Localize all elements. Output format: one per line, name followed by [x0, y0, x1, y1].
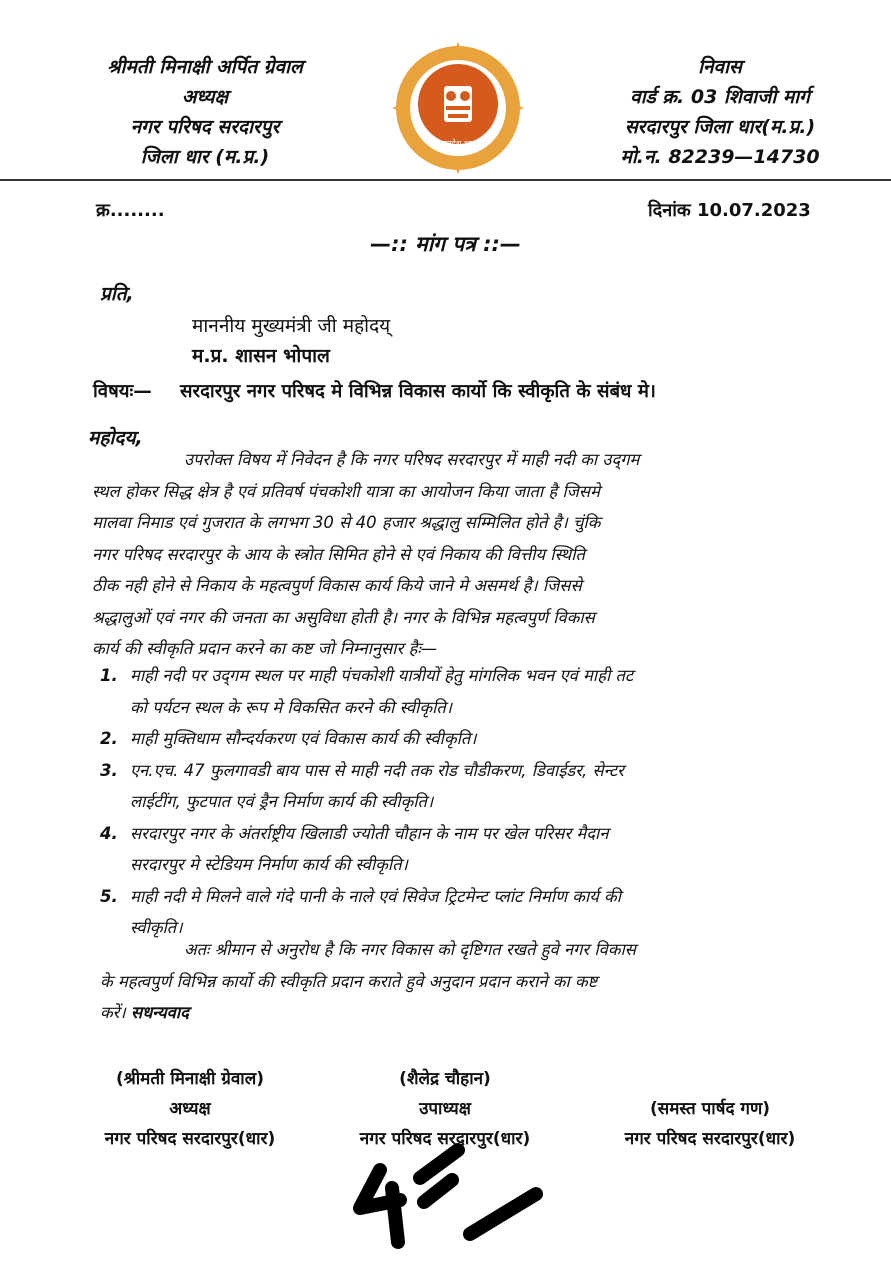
list-item-line: माही मुक्तिधाम सौन्दर्यकरण एवं विकास कार्य की स्वीकृति। [130, 729, 477, 748]
reference-number: क्र........ [96, 200, 165, 221]
list-item-line: लाईटींग, फुटपात एवं ड्रैन निर्माण कार्य की स्वीकृति। [130, 792, 434, 811]
body-line: मालवा निमाड एवं गुजरात के लगभग 30 से 40 हजार श्रद्धालु सम्मिलित होते है। चुंकि [92, 513, 601, 532]
signatory-name: (समस्त पार्षद गण) [649, 1099, 771, 1119]
signatory-name: (शैलेद्र चौहान) [399, 1069, 491, 1089]
list-number: 2. [100, 729, 118, 748]
signatory-role: उपाध्यक्ष [419, 1099, 471, 1119]
body-line: श्रद्धालुओं एवं नगर की जनता का असुविधा होती है। नगर के विभिन्न महत्वपुर्ण विकास [92, 607, 595, 627]
mobile-number: मो.न. 82239—14730 [620, 146, 820, 168]
handwritten-signature [340, 1130, 560, 1260]
list-item-line: माही नदी मे मिलने वाले गंदे पानी के नाले एवं सिवेज ट्रिटमेन्ट प्लांट निर्माण कार्य की [130, 886, 621, 906]
body-paragraph [92, 444, 832, 665]
mp-emblem-logo [388, 38, 528, 178]
signatory-org: नगर परिषद सरदारपुर(धार) [104, 1129, 276, 1149]
body-line: स्थल होकर सिद्ध क्षेत्र है एवं प्रतिवर्ष पंचकोशी यात्रा का आयोजन किया जाता है जिसमे [92, 481, 600, 501]
signatory-role: अध्यक्ष [169, 1099, 211, 1119]
sender-name: श्रीमती मिनाक्षी अर्पित ग्रेवाल [107, 56, 303, 78]
list-item-line: सरदारपुर मे स्टेडियम निर्माण कार्य की स्वीकृति। [130, 855, 408, 874]
list-item-line: को पर्यटन स्थल के रूप मे विकसित करने की स्वीकृति। [130, 697, 453, 717]
list-item-line: स्वीकृति। [130, 918, 183, 937]
list-item-line: सरदारपुर नगर के अंतर्राष्ट्रीय खिलाडी ज्योती चौहान के नाम पर खेल परिसर मैदान [130, 823, 609, 843]
body-line: कार्य की स्वीकृति प्रदान करने का कष्ट जो निम्नानुसार हैः— [92, 639, 438, 658]
list-item [100, 818, 840, 881]
closing-paragraph [100, 934, 840, 1029]
list-item-line: एन.एच. 47 फुलगावडी बाय पास से माही नदी तक रोड चौडीकरण, डिवाईडर, सेन्टर [130, 760, 624, 780]
to-label: प्रति, [100, 283, 134, 305]
body-line: ठीक नही होने से निकाय के महत्वपुर्ण विकास कार्य किये जाने मे असमर्थ है। जिससे [92, 576, 582, 595]
sender-district: जिला धार (म.प्र.) [140, 146, 270, 168]
thanks-text: सधन्यवाद [130, 1003, 189, 1022]
subject-label: विषयः— [93, 381, 152, 402]
signatory-councillors [580, 1094, 840, 1154]
list-item [100, 660, 840, 723]
ward-address: वार्ड क्र. 03 शिवाजी मार्ग [630, 86, 810, 108]
letter-title: —:: मांग पत्र ::— [370, 232, 521, 256]
sender-block [60, 52, 350, 172]
sender-office: नगर परिषद सरदारपुर [130, 116, 280, 138]
list-number: 1. [100, 666, 118, 685]
address-block [580, 52, 860, 172]
closing-line: अतः श्रीमान से अनुरोध है कि नगर विकास को दृष्टिगत रखते हुवे नगर विकास [184, 940, 636, 959]
demand-list [100, 660, 840, 944]
subject-text: सरदारपुर नगर परिषद मे विभिन्न विकास कार्यो कि स्वीकृति के संबंध मे। [180, 381, 656, 402]
recipient-name: माननीय मुख्यमंत्री जी महोदय् [192, 315, 391, 337]
closing-end: करें। [100, 1003, 126, 1022]
signatory-president [60, 1064, 320, 1154]
sender-designation: अध्यक्ष [181, 86, 229, 108]
city-address: सरदारपुर जिला धार(म.प्र.) [624, 116, 816, 138]
recipient-office: म.प्र. शासन भोपाल [192, 345, 330, 367]
list-item [100, 755, 840, 818]
residence-label: निवास [698, 56, 742, 78]
closing-line: के महत्वपुर्ण विभिन्न कार्यो की स्वीकृति प्रदान कराते हुवे अनुदान प्रदान कराने का कष्ट [100, 971, 598, 991]
list-item-line: माही नदी पर उद्‌गम स्थल पर माही पंचकोशी यात्रीयों हेतु मांगलिक भवन एवं माही तट [130, 666, 634, 685]
emblem-text: मध्यप्रदेश शासन [434, 139, 482, 148]
list-item [100, 723, 840, 755]
list-number: 5. [100, 886, 118, 906]
header-divider [0, 179, 891, 181]
list-number: 4. [100, 823, 118, 843]
closing-last-line [100, 997, 840, 1029]
salutation: महोदय, [88, 427, 143, 449]
signatory-org: नगर परिषद सरदारपुर(धार) [359, 1129, 531, 1149]
list-number: 3. [100, 760, 118, 780]
body-line: नगर परिषद सरदारपुर के आय के स्त्रोत सिमित होने से एवं निकाय की वित्तीय स्थिति [92, 544, 585, 564]
signatory-org: नगर परिषद सरदारपुर(धार) [624, 1129, 796, 1149]
signatory-name: (श्रीमती मिनाक्षी ग्रेवाल) [115, 1069, 265, 1089]
letter-date: दिनांक 10.07.2023 [648, 200, 811, 221]
body-line: उपरोक्त विषय में निवेदन है कि नगर परिषद सरदारपुर में माही नदी का उद्‌गम [184, 450, 640, 469]
